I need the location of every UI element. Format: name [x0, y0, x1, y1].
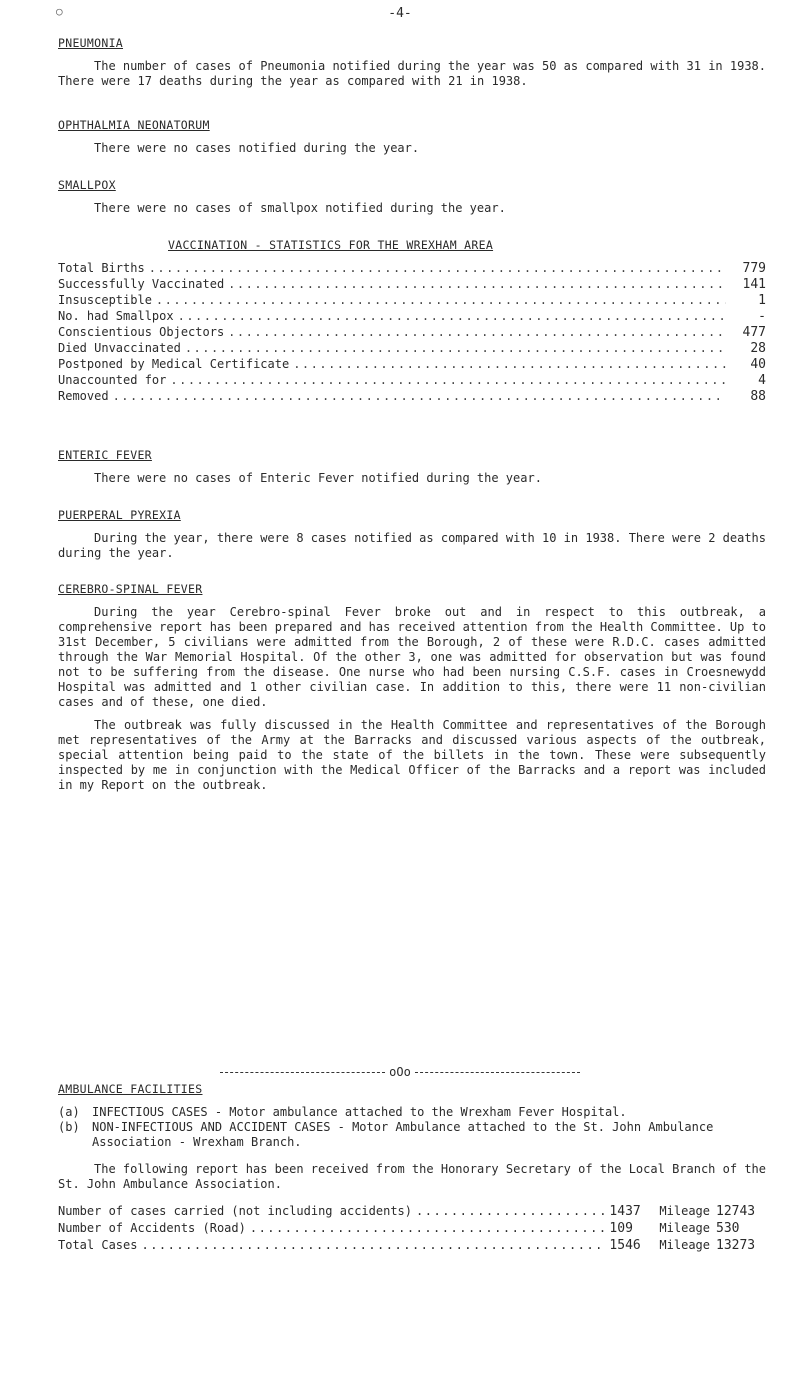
case-row-label: Total Cases: [58, 1238, 138, 1252]
vaccination-row: [58, 357, 766, 373]
leader-dots: [141, 1238, 605, 1253]
section-vaccination: [58, 238, 766, 405]
section-pneumonia: [58, 36, 766, 89]
leader-dots: [149, 261, 726, 276]
leader-dots: [416, 1204, 605, 1219]
vaccination-row-label: Insusceptible: [58, 293, 152, 307]
ambulance-case-row: [58, 1238, 766, 1255]
case-row-mileage: 13273: [716, 1238, 756, 1253]
leader-dots: [113, 389, 726, 404]
text-pneumonia: The number of cases of Pneumonia notified during the year was 50 as compared with 31 in 1938. There were 17 deaths during the year as compared with 21 in 1938.: [58, 59, 766, 88]
vaccination-table: [58, 261, 766, 405]
heading-vaccination: VACCINATION - STATISTICS FOR THE WREXHAM AREA: [168, 238, 494, 252]
heading-pneumonia: PNEUMONIA: [58, 36, 124, 50]
vaccination-row-value: 779: [742, 261, 766, 276]
page-number: -4-: [388, 6, 412, 21]
text-cerebro-2: The outbreak was fully discussed in the Health Committee and representatives of the Borough met representatives of the Army at the Barracks and discussed various aspects of the outbreak, special attention being paid to the state of the billets in the town. These were subsequently inspected by me in conjunction with the Medical Officer of the Barracks and a report was included in my Report on the outbreak.: [58, 718, 766, 792]
case-row-mileage-label: Mileage: [659, 1238, 710, 1252]
case-row-number: 1546: [609, 1238, 641, 1253]
ambulance-items: [58, 1105, 766, 1150]
vaccination-row-label: Total Births: [58, 261, 145, 275]
case-row-number: 1437: [609, 1204, 641, 1219]
case-row-mileage: 530: [716, 1221, 740, 1236]
vaccination-row-label: Postponed by Medical Certificate: [58, 357, 290, 371]
case-row-mileage-label: Mileage: [659, 1204, 710, 1218]
vaccination-row-label: No. had Smallpox: [58, 309, 174, 323]
section-ambulance: [58, 1082, 766, 1255]
divider-line-right: [415, 1072, 580, 1073]
vaccination-row-label: Successfully Vaccinated: [58, 277, 225, 291]
vaccination-row-value: 88: [750, 389, 766, 404]
heading-smallpox: SMALLPOX: [58, 178, 116, 192]
heading-ophthalmia: OPHTHALMIA NEONATORUM: [58, 118, 210, 132]
vaccination-row-label: Removed: [58, 389, 109, 403]
vaccination-row: [58, 261, 766, 277]
case-row-number: 109: [609, 1221, 633, 1236]
text-enteric: There were no cases of Enteric Fever notified during the year.: [94, 471, 542, 485]
heading-puerperal: PUERPERAL PYREXIA: [58, 508, 181, 522]
vaccination-row-value: 28: [750, 341, 766, 356]
leader-dots: [250, 1221, 606, 1236]
vaccination-row-value: 477: [742, 325, 766, 340]
vaccination-row-value: 40: [750, 357, 766, 372]
vaccination-row: [58, 373, 766, 389]
vaccination-row: [58, 293, 766, 309]
case-row-label: Number of cases carried (not including accidents): [58, 1204, 413, 1218]
ambulance-item: [58, 1120, 766, 1150]
ambulance-case-row: [58, 1221, 766, 1238]
vaccination-row-value: 141: [742, 277, 766, 292]
leader-dots: [228, 277, 726, 292]
vaccination-row: [58, 325, 766, 341]
ambulance-item-text: NON-INFECTIOUS AND ACCIDENT CASES - Motor Ambulance attached to the St. John Ambulance Association - Wrexham Branch.: [92, 1120, 714, 1149]
vaccination-row: [58, 341, 766, 357]
vaccination-row: [58, 309, 766, 325]
leader-dots: [228, 325, 726, 340]
leader-dots: [170, 373, 726, 388]
divider-ornament: oOo: [389, 1065, 411, 1079]
case-row-mileage: 12743: [716, 1204, 756, 1219]
heading-enteric: ENTERIC FEVER: [58, 448, 152, 462]
section-cerebro: [58, 582, 766, 793]
text-cerebro-1: During the year Cerebro-spinal Fever broke out and in respect to this outbreak, a comprehensive report has been prepared and has received attention from the Health Committee. Up to 31st December, 5 civilians were admitted from the Borough, 2 of these were R.D.C. cases admitted through the War Memorial Hospital. Of the other 3, one was admitted for observation but was found not to be suffering from the disease. One nurse who had been nursing C.S.F. cases in Croesnewydd Hospital was admitted and 1 other civilian case. In addition to this, there were 11 non-civilian cases and of these, one died.: [58, 605, 767, 709]
heading-ambulance: AMBULANCE FACILITIES: [58, 1082, 203, 1096]
vaccination-row: [58, 389, 766, 405]
vaccination-row-label: Died Unvaccinated: [58, 341, 181, 355]
text-ophthalmia: There were no cases notified during the year.: [94, 141, 420, 155]
ambulance-item: [58, 1105, 766, 1120]
ambulance-item-text: INFECTIOUS CASES - Motor ambulance attached to the Wrexham Fever Hospital.: [92, 1105, 627, 1119]
vaccination-row-label: Unaccounted for: [58, 373, 167, 387]
ambulance-case-row: [58, 1204, 766, 1221]
ambulance-item-key: (b): [58, 1120, 80, 1134]
vaccination-row-label: Conscientious Objectors: [58, 325, 225, 339]
section-ophthalmia: [58, 118, 766, 156]
ambulance-item-key: (a): [58, 1105, 80, 1119]
text-puerperal: During the year, there were 8 cases notified as compared with 10 in 1938. There were 2 deaths during the year.: [58, 531, 766, 560]
vaccination-row-value: -: [758, 309, 766, 324]
vaccination-row-value: 4: [758, 373, 766, 388]
case-row-mileage-label: Mileage: [659, 1221, 710, 1235]
leader-dots: [178, 309, 726, 324]
corner-mark: ○: [56, 5, 63, 18]
leader-dots: [185, 341, 726, 356]
section-divider: [220, 1065, 580, 1080]
vaccination-row: [58, 277, 766, 293]
leader-dots: [156, 293, 726, 308]
heading-cerebro: CEREBRO-SPINAL FEVER: [58, 582, 203, 596]
vaccination-row-value: 1: [758, 293, 766, 308]
section-puerperal: [58, 508, 766, 561]
section-enteric: [58, 448, 766, 486]
divider-line-left: [220, 1072, 385, 1073]
ambulance-cases-table: [58, 1204, 766, 1255]
text-smallpox: There were no cases of smallpox notified during the year.: [94, 201, 506, 215]
section-smallpox: [58, 178, 766, 216]
case-row-label: Number of Accidents (Road): [58, 1221, 246, 1235]
leader-dots: [293, 357, 726, 372]
text-ambulance-intro: The following report has been received from the Honorary Secretary of the Local Branch of the St. John Ambulance Association.: [58, 1162, 766, 1191]
